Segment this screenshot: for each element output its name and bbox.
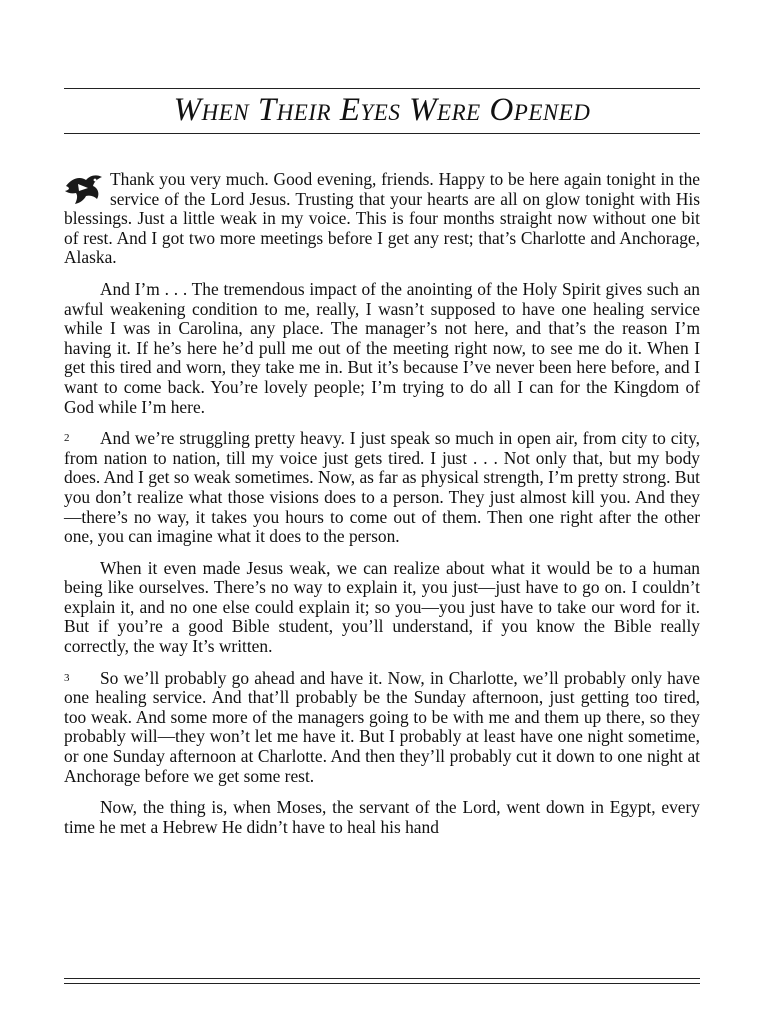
bird-ornament-icon bbox=[64, 172, 104, 206]
paragraph bbox=[64, 669, 700, 787]
footer-rule-bottom bbox=[64, 983, 700, 984]
document-body bbox=[64, 170, 700, 837]
title-bottom-rule bbox=[64, 133, 700, 134]
paragraph-text: And we’re struggling pretty heavy. I just speak so much in open air, from city to city, from nation to nation, till my voice just gets tired. I just . . . Not only that, but my body does. And I get so weak sometimes. Now, as far as physical strength, I’m pretty strong. But you don’t realize what those visions does to a person. They just almost kill you. And they—there’s no way, it takes you hours to come out of them. Then one right after the other one, you can imagine what it does to the person. bbox=[64, 428, 700, 547]
paragraph bbox=[64, 280, 700, 417]
paragraph bbox=[64, 559, 700, 657]
paragraph-text: Now, the thing is, when Moses, the servant of the Lord, went down in Egypt, every time he met a Hebrew He didn’t have to heal his hand bbox=[64, 797, 700, 837]
paragraph-number: 3 bbox=[64, 671, 70, 684]
footer-rule-top bbox=[64, 978, 700, 979]
paragraph-text: When it even made Jesus weak, we can realize about what it would be to a human being like ourselves. There’s no way to explain it, you just—just have to go on. I couldn’t explain it, and no one else could explain it; so you—you just have to take our word for it. But if you’re a good Bible student, you’ll understand, if you know the Bible really correctly, the way It’s written. bbox=[64, 557, 700, 657]
paragraph bbox=[64, 429, 700, 547]
paragraph bbox=[64, 170, 700, 268]
paragraph-text: So we’ll probably go ahead and have it. Now, in Charlotte, we’ll probably only have one healing service. And that’ll probably be the Sunday afternoon, just getting too tired, too weak. And some more of the managers going to be with me and them up there, so they probably will—they won’t let me have it. But I probably at least have one night sometime, or one Sunday afternoon at Charlotte. And then they’ll probably cut it down to one night at Anchorage before we get some rest. bbox=[64, 667, 700, 786]
page-title: When Their Eyes Were Opened bbox=[173, 92, 591, 128]
paragraph-text: And I’m . . . The tremendous impact of the anointing of the Holy Spirit gives such an awful weakening condition to me, really, I wasn’t supposed to have one healing service while I was in Carolina, any place. The manager’s not here, and that’s the reason I’m having it. If he’s here he’d pull me out of the meeting right now, to see me do it. When I get this tired and worn, they take me in. But it’s because I’ve never been here before, and I want to come back. You’re lovely people; I’m trying to do all I can for the Kingdom of God while I’m here. bbox=[64, 278, 700, 417]
paragraph-text: Thank you very much. Good evening, friends. Happy to be here again tonight in the service of the Lord Jesus. Trusting that your hearts are all on glow tonight with His blessings. Just a little weak in my voice. This is four months straight now without one bit of rest. And I got two more meetings before I get any rest; that’s Charlotte and Anchorage, Alaska. bbox=[64, 169, 700, 268]
paragraph-number: 2 bbox=[64, 432, 70, 445]
document-page bbox=[64, 0, 700, 1024]
title-top-rule bbox=[64, 88, 700, 89]
paragraph bbox=[64, 798, 700, 837]
